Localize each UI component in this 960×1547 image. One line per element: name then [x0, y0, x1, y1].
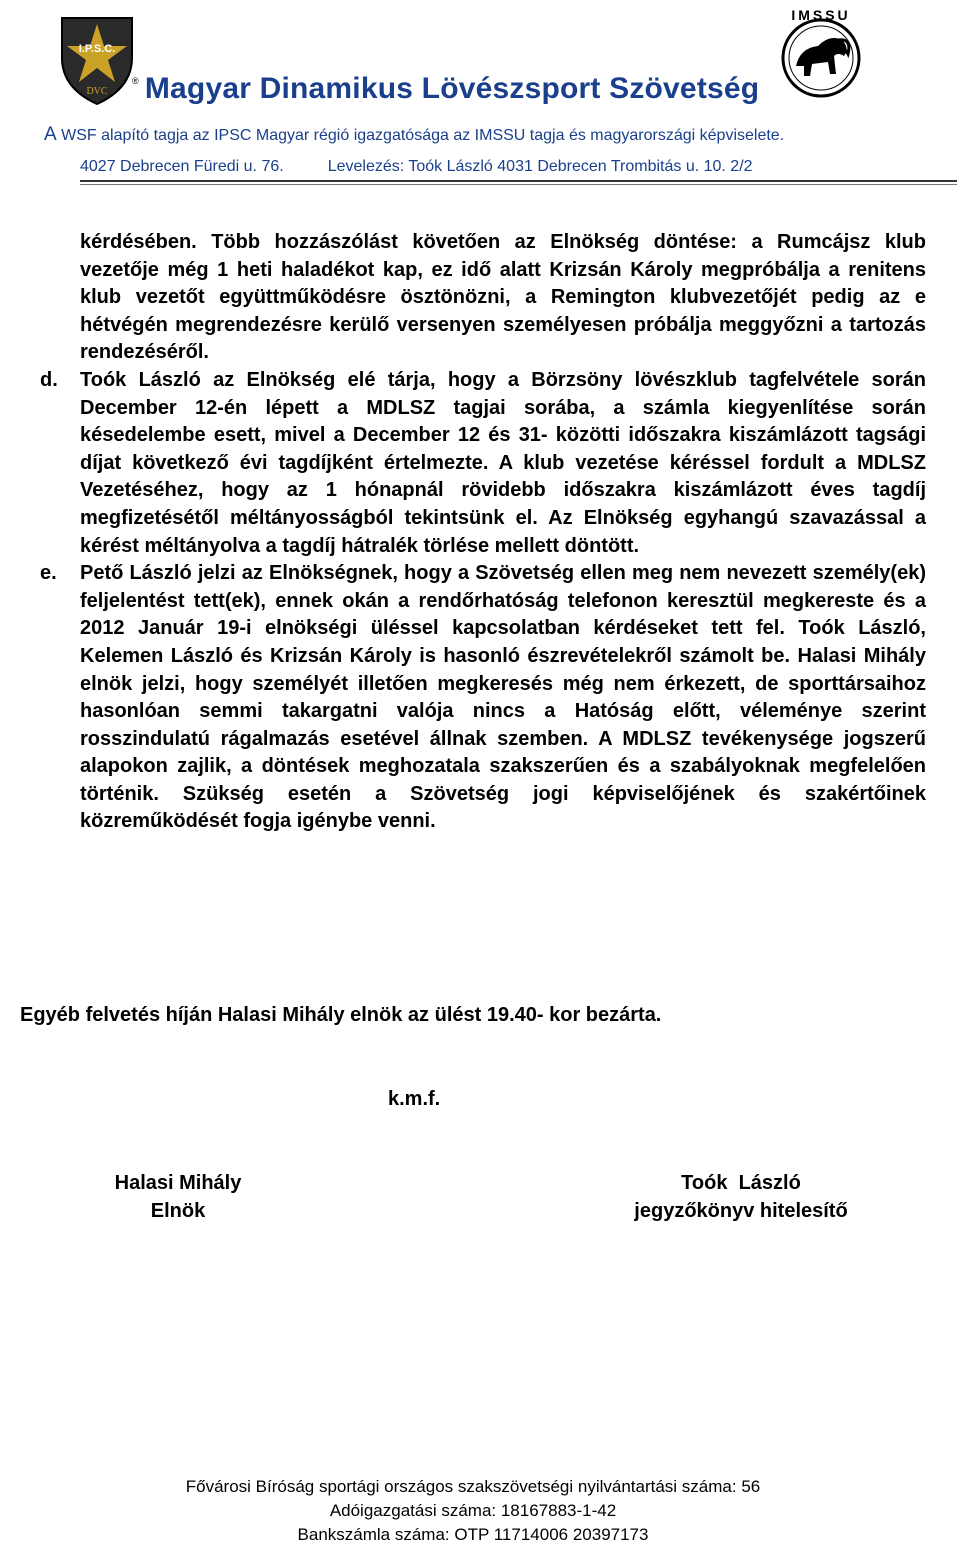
minutes-body [40, 229, 926, 836]
svg-text:DVC: DVC [86, 86, 108, 97]
closing-statement: Egyéb felvetés híján Halasi Mihály elnök az ülést 19.40- kor bezárta. [20, 1004, 662, 1026]
kmf-mark: k.m.f. [388, 1088, 441, 1110]
organization-subtitle [44, 124, 784, 146]
item-d-label: d. [40, 368, 58, 391]
item-e-text: Pető László jelzi az Elnökségnek, hogy a Szövetség ellen meg nem nevezett személy(ek) feljelentést tett(ek), ennek okán a rendőrhatóság telefonon keresztül megkereste és a 2012 Január 19-i elnökségi üléssel kapcsolatban kérdéseket tett fel. Toók László, Kelemen László és Krizsán Károly is hasonló észrevételekről számolt be. Halasi Mihály elnök jelzi, hogy személyét illetően megkeresés még nem érkezett, de sporttársaihoz hasonlóan semmi takargatni valója nincs a Hatóság előtt, véleménye szerint rosszindulatú rágalmazás esetével állnak szemben. A MDLSZ tevékenysége jogszerű alapokon zajlik, a döntések meghozatala szakszerűen és a szabályoknak megfelelően történik. Szükség esetén a Szövetség jogi képviselőjének és szakértőinek közreműködését fogja igénybe venni. [80, 562, 926, 833]
paragraph-c-lead: kérdésében. [80, 231, 197, 253]
svg-text:I.P.S.C.: I.P.S.C. [78, 43, 116, 55]
signatory-role-right: jegyzőkönyv hitelesítő [634, 1200, 848, 1222]
header-divider [80, 180, 957, 182]
signature-right [610, 1169, 872, 1225]
item-d-text [80, 367, 926, 560]
imssu-logo [760, 4, 882, 102]
item-d-text-part2: A klub vezetése kéréssel fordult a MDLSZ Vezetéséhez, hogy az 1 hónapnál rövidebb időszakra kiszámlázott éves tagdíj megfizetésétől méltányosságból tekintsünk el. Az Elnökség egyhangú szavazással a kérést méltányolva a tagdíj hátralék törlése mellett döntött. [80, 451, 926, 557]
item-e [40, 560, 926, 836]
footer-tax-number: Adóigazgatási száma: 18167883-1-42 [329, 1501, 617, 1520]
registered-mark: ® [132, 76, 139, 86]
organization-address-line [80, 158, 753, 176]
organization-name-text: Magyar Dinamikus Lövészsport Szövetség [144, 72, 760, 105]
postal-address: 4027 Debrecen Füredi u. 76. [80, 158, 284, 175]
subtitle-text: WSF alapító tagja az IPSC Magyar régió igazgatósága az IMSSU tagja és magyarországi képviselete. [56, 127, 785, 144]
signatory-role-left: Elnök [150, 1200, 206, 1222]
footer-bank-account: Bankszámla száma: OTP 11714006 20397173 [297, 1525, 649, 1544]
signature-left [100, 1169, 256, 1225]
subtitle-initial: A [44, 124, 57, 145]
organization-name [132, 72, 759, 106]
signatory-name-right: Toók László [681, 1172, 801, 1194]
ipsc-logo [58, 14, 136, 106]
header-divider-thin [80, 184, 957, 185]
paragraph-c-continuation [80, 229, 926, 367]
correspondence-address: Levelezés: Toók László 4031 Debrecen Trombitás u. 10. 2/2 [327, 158, 753, 175]
paragraph-c-text: Több hozzászólást követően az Elnökség döntése: a Rumcájsz klub vezetője még 1 heti haladékot kap, ez idő alatt Krizsán Károly megpróbálja a renitens klub vezetőt együttműködésre ösztönözni, a Remington klubvezetőjét pedig az e hétvégén megrendezésre kerülő versenyen személyesen próbálja meggyőzni a tartozás rendezéséről. [80, 231, 926, 364]
svg-text:IMSSU: IMSSU [791, 7, 851, 23]
signatory-name-left: Halasi Mihály [114, 1172, 242, 1194]
footer-registry-number: Fővárosi Bíróság sportági országos szakszövetségi nyilvántartási száma: 56 [185, 1477, 761, 1496]
page-footer [0, 1475, 946, 1547]
item-d-text-part1: Toók László az Elnökség elé tárja, hogy a Börzsöny lövészklub tagfelvétele során December 12-én lépett a MDLSZ tagjai sorába, a számla kiegyenlítése során késedelembe esett, mivel a December 12 és 31- közötti időszakra kiszámlázott tagsági díjat következő évi tagdíjként értelmezte. [80, 368, 926, 474]
item-d [40, 367, 926, 560]
item-e-label: e. [40, 562, 57, 585]
